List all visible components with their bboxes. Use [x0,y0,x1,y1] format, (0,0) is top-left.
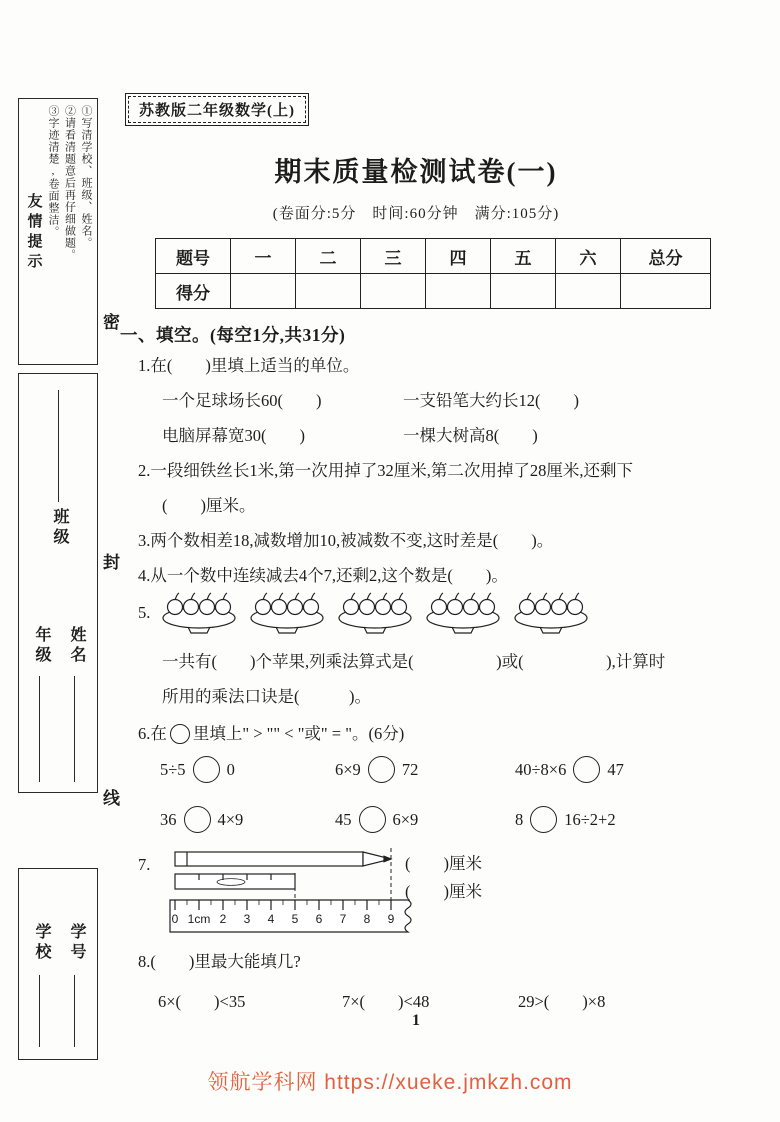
plate-of-apples-icon [334,588,416,636]
grade-label: 年级 [33,626,50,666]
q1-item-c: 电脑屏幕宽30( ) [162,426,305,445]
q6-right-expression: 4×9 [217,810,244,829]
q6-left-expression: 8 [515,810,524,829]
score-blank-cell [556,274,621,309]
ruler-tick-label: 4 [267,912,275,926]
compare-circle-blank [530,806,557,833]
q8-stem: 8.( )里最大能填几? [138,952,301,971]
q6-left-expression: 36 [160,810,177,829]
compare-circle-blank [368,756,395,783]
q7-answer-pencil: ( )厘米 [405,854,482,873]
ruler-tick-label: 0 [171,912,179,926]
score-label-cell: 得分 [156,274,231,309]
score-table-cell-4: 四 [426,239,491,274]
q6-stem-suffix: 里填上" > "" < "或" = "。(6分) [192,724,405,743]
score-table-cell-1: 一 [231,239,296,274]
seal-char-xian: 线 [103,789,120,808]
ruler-tick-label: 7 [339,912,347,926]
score-table-header-row [156,239,711,274]
q6-compare-item [335,806,418,833]
q6-right-expression: 72 [401,760,419,779]
name-fill-line [74,676,75,782]
score-blank-cell [491,274,556,309]
ruler-tick-label: 1cm [187,912,211,926]
score-blank-cell [426,274,491,309]
q2-line2: ( )厘米。 [162,496,256,515]
q6-left-expression: 6×9 [335,760,361,779]
q6-left-expression: 5÷5 [160,760,186,779]
student-no-fill-line [74,975,75,1047]
compare-circle-icon [170,724,190,744]
class-fill-line [58,390,59,502]
q8-item: 7×( )<48 [342,992,430,1011]
q6-stem [138,720,404,744]
ruler-tick-label: 3 [243,912,251,926]
q6-compare-item [160,756,235,783]
ruler-tick-label: 9 [387,912,395,926]
school-fill-line [39,975,40,1047]
score-table-cell-3: 三 [361,239,426,274]
q8-item: 6×( )<35 [158,992,246,1011]
score-table-cell-6: 六 [556,239,621,274]
q5-line2: 所用的乘法口诀是( )。 [162,687,371,706]
grade-fill-line [39,676,40,782]
ruler-tick-label: 5 [291,912,299,926]
q6-left-expression: 40÷8×6 [515,760,567,779]
q6-compare-item [160,806,243,833]
score-blank-cell [296,274,361,309]
exam-notes-text [19,99,97,364]
q6-compare-item [335,756,418,783]
q6-stem-prefix: 6.在 [138,724,167,743]
seal-char-mi: 密 [103,313,120,332]
apples-on-plates-figure [158,588,592,636]
paper-subtitle: (卷面分:5分 时间:60分钟 满分:105分) [272,206,560,222]
exam-notes-box [18,98,98,365]
plate-of-apples-icon [422,588,504,636]
q6-right-expression: 6×9 [392,810,419,829]
score-blank-cell [621,274,711,309]
score-table-cell-2: 二 [296,239,361,274]
q4-stem: 4.从一个数中连续减去4个7,还剩2,这个数是( )。 [138,566,508,585]
compare-circle-blank [184,806,211,833]
score-table-cell-total: 总分 [621,239,711,274]
student-no-label: 学号 [68,923,85,963]
class-label: 班级 [51,508,68,548]
ruler-tick-label: 6 [315,912,323,926]
paper-title: 期末质量检测试卷(一) [274,157,558,187]
exam-note-2: ②请看清题意后再仔细做题。 [63,105,76,261]
school-number-box [18,868,98,1060]
q8-item: 29>( )×8 [518,992,606,1011]
page-number: 1 [412,1012,420,1029]
compare-circle-blank [359,806,386,833]
school-label: 学校 [33,923,50,963]
section-one-heading: 一、填空。(每空1分,共31分) [120,325,346,345]
watermark: 领航学科网 https://xueke.jmkzh.com [207,1071,573,1094]
q5-number: 5. [138,603,151,622]
score-table [155,238,711,309]
name-label: 姓名 [68,626,85,666]
friendly-tips-title: 友情提示 [25,193,42,273]
plate-of-apples-icon [510,588,592,636]
q2-line1: 2.一段细铁丝长1米,第一次用掉了32厘米,第二次用掉了28厘米,还剩下 [138,461,633,480]
q6-compare-item [515,806,616,833]
q6-compare-item [515,756,624,783]
score-blank-cell [361,274,426,309]
plate-of-apples-icon [246,588,328,636]
plate-of-apples-icon [158,588,240,636]
edition-badge [125,93,309,126]
edition-badge-label: 苏教版二年级数学(上) [128,96,306,123]
q1-item-b: 一支铅笔大约长12( ) [403,391,579,410]
exam-note-1: ①写清学校、班级、姓名。 [80,105,92,249]
q1-item-d: 一棵大树高8( ) [403,426,538,445]
score-table-score-row [156,274,711,309]
compare-circle-blank [193,756,220,783]
score-table-cell-tihao: 题号 [156,239,231,274]
q1-stem: 1.在( )里填上适当的单位。 [138,356,360,375]
q6-right-expression: 0 [226,760,235,779]
seal-char-feng: 封 [103,553,120,572]
q6-right-expression: 47 [607,760,624,779]
q7-number: 7. [138,855,151,874]
q3-stem: 3.两个数相差18,减数增加10,被减数不变,这时差是( )。 [138,531,554,550]
score-blank-cell [231,274,296,309]
q1-item-a: 一个足球场长60( ) [162,391,322,410]
q5-line1: 一共有( )个苹果,列乘法算式是( )或( ),计算时 [162,652,666,671]
class-name-box [18,373,98,793]
compare-circle-blank [573,756,600,783]
ruler-tick-label: 8 [363,912,371,926]
q6-left-expression: 45 [335,810,352,829]
ruler-tick-label: 2 [219,912,227,926]
exam-note-3: ③字迹清楚,卷面整洁。 [47,105,59,238]
q7-answer-ruler: ( )厘米 [405,882,482,901]
exam-paper [120,0,712,1122]
score-table-cell-5: 五 [491,239,556,274]
q6-right-expression: 16÷2+2 [564,810,616,829]
